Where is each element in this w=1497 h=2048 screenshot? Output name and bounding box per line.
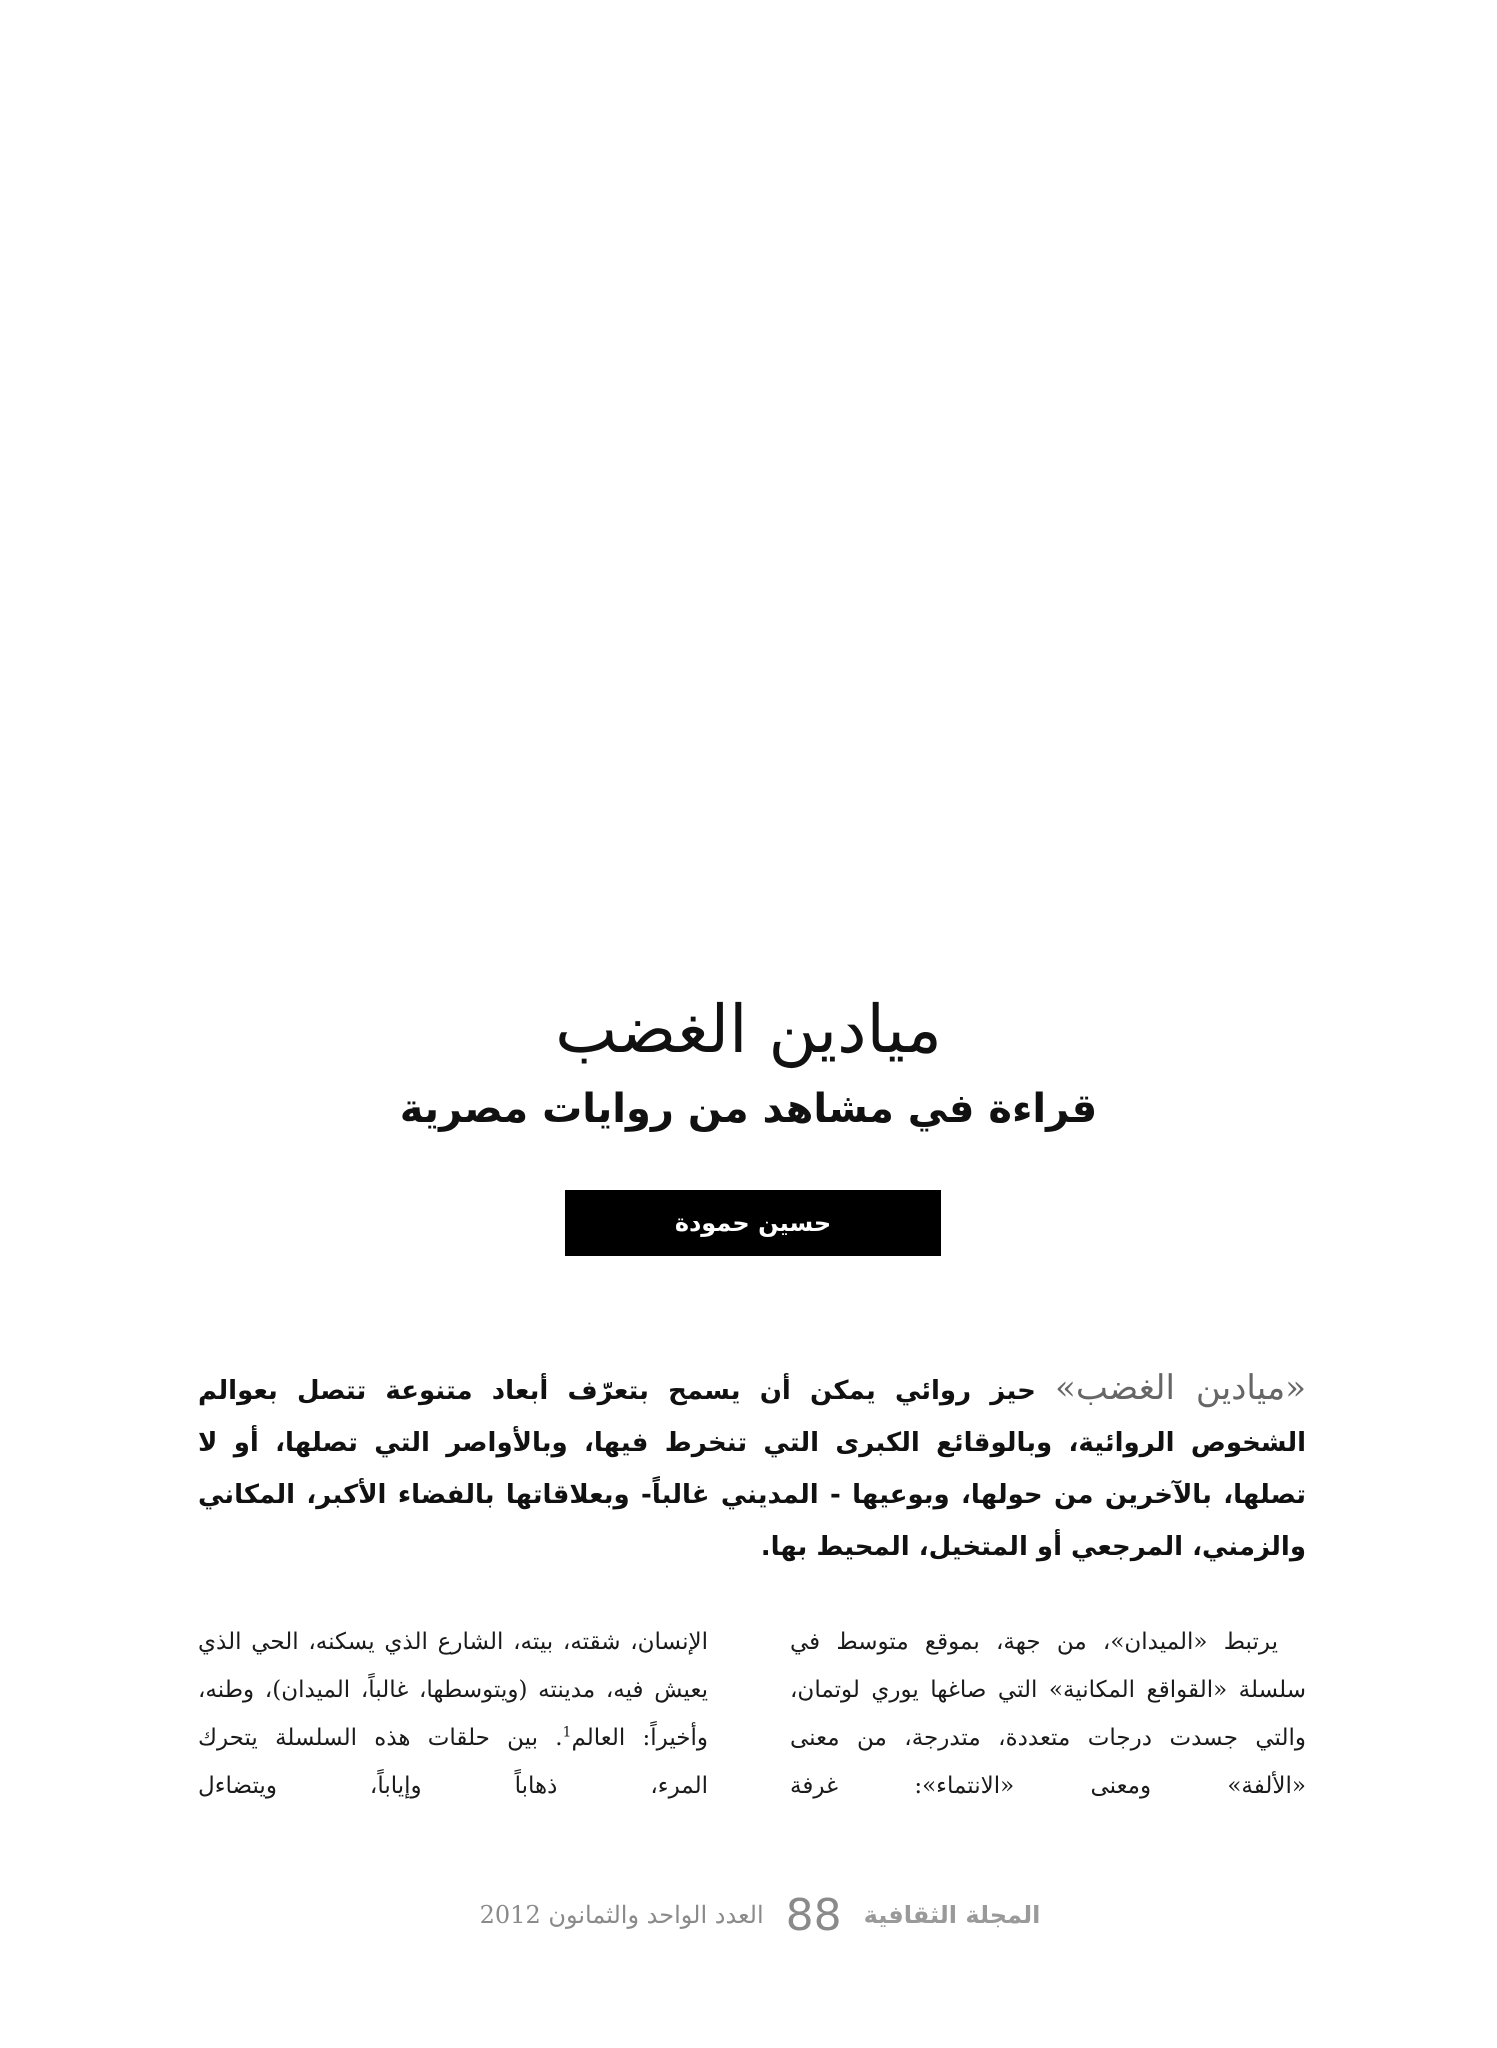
magazine-name: المجلة الثقافية xyxy=(863,1901,1041,1929)
body-column-right: يرتبط «الميدان»، من جهة، بموقع متوسط في سلسلة «القواقع المكانية» التي صاغها يوري لوتمان، والتي جسدت درجات متعددة، متدرجة، من معنى «الألفة» ومعنى «الانتماء»: غرفة xyxy=(790,1629,1306,1799)
issue-label: العدد الواحد والثمانون 2012 xyxy=(479,1901,764,1929)
abstract-lead: «ميادين الغضب» xyxy=(1055,1368,1306,1408)
page-number: 88 xyxy=(785,1889,842,1941)
body-column-left-continuation: . بين حلقات هذه السلسلة يتحرك المرء، ذهاباً وإياباً، ويتضاءل xyxy=(198,1725,708,1799)
body-column-left-text: الإنسان، شقته، بيته، الشارع الذي يسكنه، الحي الذي يعيش فيه، مدينته (ويتوسطها، غالباً، الميدان)، وطنه، وأخيراً: العالم xyxy=(198,1629,708,1751)
author-name: حسين حمودة xyxy=(674,1209,832,1237)
footnote-reference: 1 xyxy=(562,1724,572,1741)
body-column-left xyxy=(198,1618,708,1810)
abstract-text: حيز روائي يمكن أن يسمح بتعرّف أبعاد متنوعة تتصل بعوالم الشخوص الروائية، وبالوقائع الكبرى التي تنخرط فيها، وبالأواصر التي تصلها، أو لا تصلها، بالآخرين من حولها، وبوعيها - المديني غالباً- وبعلاقاتها بالفضاء الأكبر، المكاني والزمني، المرجعي أو المتخيل، المحيط بها. xyxy=(198,1376,1306,1562)
abstract-paragraph xyxy=(198,1362,1306,1573)
page-footer xyxy=(440,1880,1080,1950)
article-title: ميادين الغضب xyxy=(555,991,942,1068)
author-banner xyxy=(565,1190,941,1256)
article-subtitle: قراءة في مشاهد من روايات مصرية xyxy=(399,1086,1098,1132)
